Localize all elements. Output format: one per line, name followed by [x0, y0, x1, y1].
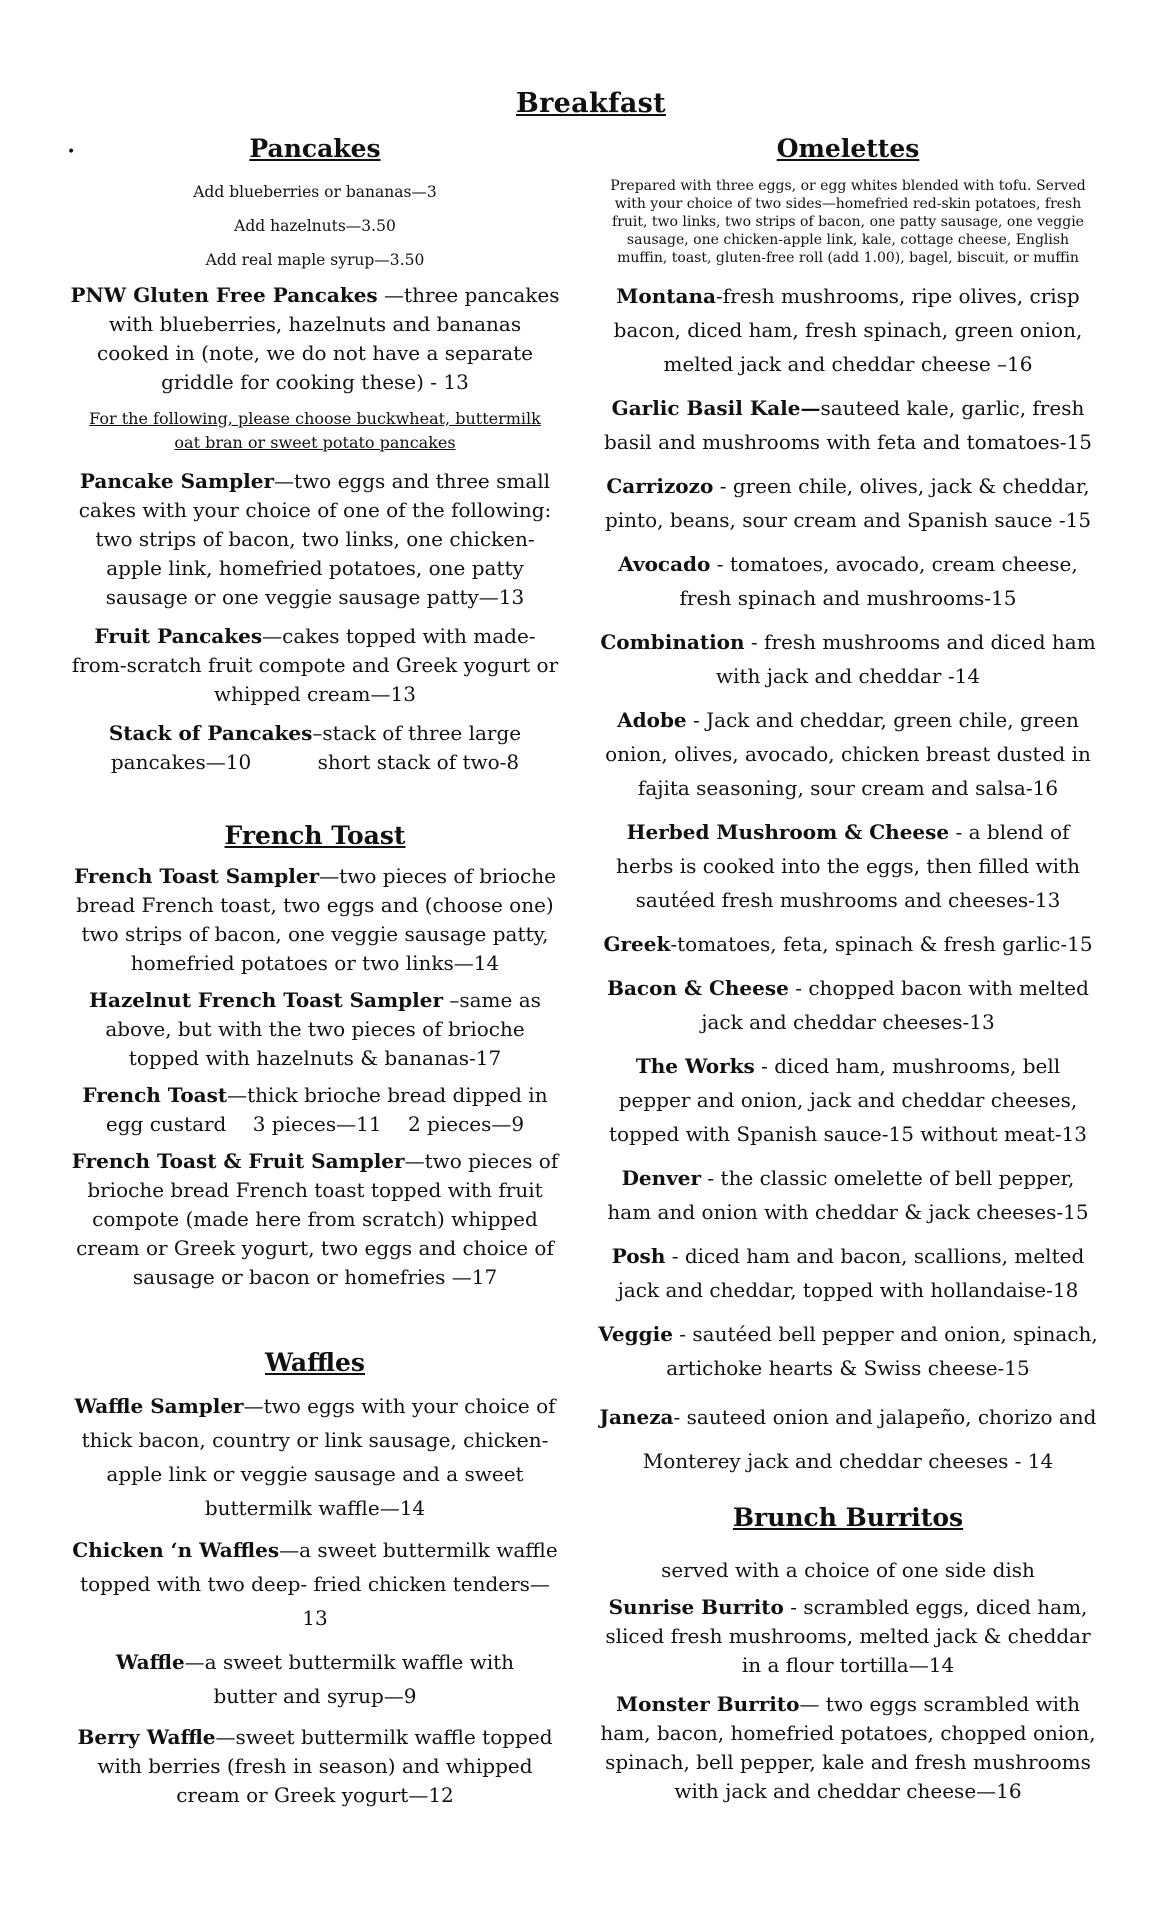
item-desc: —thick brioche bread dipped in egg custard — [105, 1083, 548, 1136]
item-desc: –same as above, but with the two pieces of brioche topped with hazelnuts & bananas-17 — [105, 988, 541, 1070]
item-name: Posh — [611, 1244, 666, 1268]
menu-item — [70, 862, 560, 978]
item-name: The Works — [635, 1054, 755, 1078]
item-name: Avocado — [618, 552, 711, 576]
item-name: Waffle Sampler — [74, 1394, 244, 1418]
menu-item — [598, 1395, 1098, 1483]
menu-item — [598, 547, 1098, 615]
item-desc: — two eggs scrambled with ham, bacon, homefried potatoes, chopped onion, spinach, bell pepper, kale and fresh mushrooms with jack and cheddar cheese—16 — [600, 1692, 1096, 1803]
item-desc: - fresh mushrooms and diced ham with jack and cheddar -14 — [715, 630, 1096, 688]
item-desc: - Jack and cheddar, green chile, green onion, olives, avocado, chicken breast dusted in fajita seasoning, sour cream and salsa-16 — [605, 708, 1091, 800]
item-name: Montana — [616, 284, 716, 308]
item-name: French Toast — [82, 1083, 228, 1107]
item-desc: - the classic omelette of bell pepper, ham and onion with cheddar & jack cheeses-15 — [607, 1166, 1089, 1224]
menu-item — [598, 625, 1098, 693]
item-desc: - green chile, olives, jack & cheddar, pinto, beans, sour cream and Spanish sauce -15 — [604, 474, 1092, 532]
item-desc: —a sweet buttermilk waffle topped with two deep- fried chicken tenders—13 — [80, 1538, 558, 1630]
omelettes-intro: Prepared with three eggs, or egg whites blended with tofu. Served with your choice of two sides—homefried red-skin potatoes, fresh fruit, two links, two strips of bacon, one patty sausage, one veggie sausage, one chicken-apple link, kale, cottage cheese, English muffin, toast, gluten-free roll (add 1.00), bagel, biscuit, or muffin — [610, 178, 1086, 266]
item-desc: -fresh mushrooms, ripe olives, crisp bacon, diced ham, fresh spinach, green onion, melted jack and cheddar cheese –16 — [613, 284, 1083, 376]
item-desc: - sautéed bell pepper and onion, spinach, artichoke hearts & Swiss cheese-15 — [666, 1322, 1098, 1380]
menu-item — [70, 1533, 560, 1635]
item-desc: - diced ham, mushrooms, bell pepper and onion, jack and cheddar cheeses, topped with Spanish sauce-15 without meat-13 — [608, 1054, 1088, 1146]
menu-item — [70, 1389, 560, 1525]
item-name: Veggie — [598, 1322, 673, 1346]
menu-item — [598, 703, 1098, 805]
item-name: Fruit Pancakes — [94, 624, 263, 648]
pancake-choice-note: For the following, please choose buckwheat, buttermilk oat bran or sweet potato pancakes — [89, 409, 541, 452]
pancakes-heading: Pancakes — [249, 134, 381, 163]
item-desc: - diced ham and bacon, scallions, melted jack and cheddar, topped with hollandaise-18 — [617, 1244, 1085, 1302]
menu-item — [598, 927, 1098, 961]
menu-item — [598, 815, 1098, 917]
burritos-heading: Brunch Burritos — [732, 1503, 964, 1532]
item-desc: - sauteed onion and jalapeño, chorizo and Monterey jack and cheddar cheeses - 14 — [642, 1405, 1097, 1473]
menu-item — [70, 986, 560, 1073]
menu-item — [598, 1593, 1098, 1680]
item-name: Greek — [603, 932, 671, 956]
menu-item — [70, 467, 560, 612]
item-name: Stack of Pancakes — [108, 721, 313, 745]
item-desc: —two pieces of brioche bread French toast, two eggs and (choose one) two strips of bacon, one veggie sausage patty, homefried potatoes or two links—14 — [76, 864, 556, 975]
item-desc: –stack of three large pancakes—10 — [110, 721, 522, 774]
item-name: Carrizozo — [606, 474, 714, 498]
menu-item — [598, 1317, 1098, 1385]
item-name: PNW Gluten Free Pancakes — [70, 283, 378, 307]
french-toast-heading: French Toast — [224, 821, 406, 850]
item-name: Monster Burrito — [616, 1692, 800, 1716]
page-title: Breakfast — [516, 88, 666, 119]
item-desc: —cakes topped with made-from-scratch fruit compote and Greek yogurt or whipped cream—13 — [71, 624, 559, 706]
item-desc-alt: 2 pieces—9 — [407, 1112, 525, 1136]
item-name: Janeza — [599, 1405, 674, 1429]
item-desc: —three pancakes with blueberries, hazelnuts and bananas cooked in (note, we do not have a separate griddle for cooking these) - 13 — [97, 283, 560, 394]
menu-item — [598, 971, 1098, 1039]
item-name: Chicken ‘n Waffles — [72, 1538, 280, 1562]
item-desc: sauteed kale, garlic, fresh basil and mushrooms with feta and tomatoes-15 — [604, 396, 1092, 454]
menu-item — [598, 279, 1098, 381]
item-desc: —two eggs with your choice of thick bacon, country or link sausage, chicken-apple link or veggie sausage and a sweet buttermilk waffle—14 — [81, 1394, 556, 1520]
item-name: Berry Waffle — [77, 1725, 216, 1749]
stray-dot-mark: • — [67, 144, 76, 160]
menu-item — [70, 281, 560, 397]
item-name: Adobe — [617, 708, 687, 732]
item-desc: —a sweet buttermilk waffle with butter and syrup—9 — [184, 1650, 515, 1708]
menu-item — [70, 1081, 560, 1139]
item-desc-alt: 3 pieces—11 — [252, 1112, 382, 1136]
item-desc: - tomatoes, avocado, cream cheese, fresh spinach and mushrooms-15 — [679, 552, 1078, 610]
item-name: Sunrise Burrito — [608, 1595, 784, 1619]
item-name: Bacon & Cheese — [607, 976, 789, 1000]
item-name: Combination — [600, 630, 745, 654]
menu-item — [70, 1147, 560, 1292]
addon-line: Add real maple syrup—3.50 — [205, 251, 425, 269]
item-name: French Toast Sampler — [74, 864, 320, 888]
omelettes-heading: Omelettes — [776, 134, 920, 163]
item-desc: - a blend of herbs is cooked into the eggs, then filled with sautéed fresh mushrooms and cheeses-13 — [616, 820, 1080, 912]
menu-item — [598, 469, 1098, 537]
menu-item — [598, 1690, 1098, 1806]
waffles-heading: Waffles — [265, 1348, 365, 1377]
right-column — [598, 134, 1098, 1806]
menu-item — [598, 1049, 1098, 1151]
menu-item — [598, 1161, 1098, 1229]
item-desc: —two eggs and three small cakes with your choice of one of the following: two strips of bacon, two links, one chicken-apple link, homefried potatoes, one patty sausage or one veggie sausage patty—13 — [78, 469, 552, 609]
item-desc: -tomatoes, feta, spinach & fresh garlic-15 — [670, 932, 1093, 956]
menu-item — [598, 391, 1098, 459]
menu-item — [70, 719, 560, 777]
item-name: Waffle — [115, 1650, 185, 1674]
item-name: Hazelnut French Toast Sampler — [89, 988, 443, 1012]
item-name: Denver — [621, 1166, 702, 1190]
menu-item — [70, 1645, 560, 1713]
item-name: Herbed Mushroom & Cheese — [626, 820, 950, 844]
item-desc: —sweet buttermilk waffle topped with berries (fresh in season) and whipped cream or Greek yogurt—12 — [97, 1725, 553, 1807]
menu-item — [70, 1723, 560, 1810]
burritos-intro: served with a choice of one side dish — [661, 1558, 1035, 1582]
item-desc-alt: short stack of two-8 — [317, 750, 520, 774]
item-name: French Toast & Fruit Sampler — [71, 1149, 405, 1173]
menu-item — [70, 622, 560, 709]
left-column — [70, 134, 560, 1810]
item-name: Pancake Sampler — [79, 469, 275, 493]
item-desc: - scrambled eggs, diced ham, sliced fresh mushrooms, melted jack & cheddar in a flour tortilla—14 — [605, 1595, 1091, 1677]
item-desc: —two pieces of brioche bread French toast topped with fruit compote (made here from scratch) whipped cream or Greek yogurt, two eggs and choice of sausage or bacon or homefries —17 — [76, 1149, 559, 1289]
item-name: Garlic Basil Kale— — [611, 396, 821, 420]
addon-line: Add blueberries or bananas—3 — [193, 183, 437, 201]
addon-line: Add hazelnuts—3.50 — [234, 217, 396, 235]
menu-item — [598, 1239, 1098, 1307]
item-desc: - chopped bacon with melted jack and cheddar cheeses-13 — [701, 976, 1089, 1034]
